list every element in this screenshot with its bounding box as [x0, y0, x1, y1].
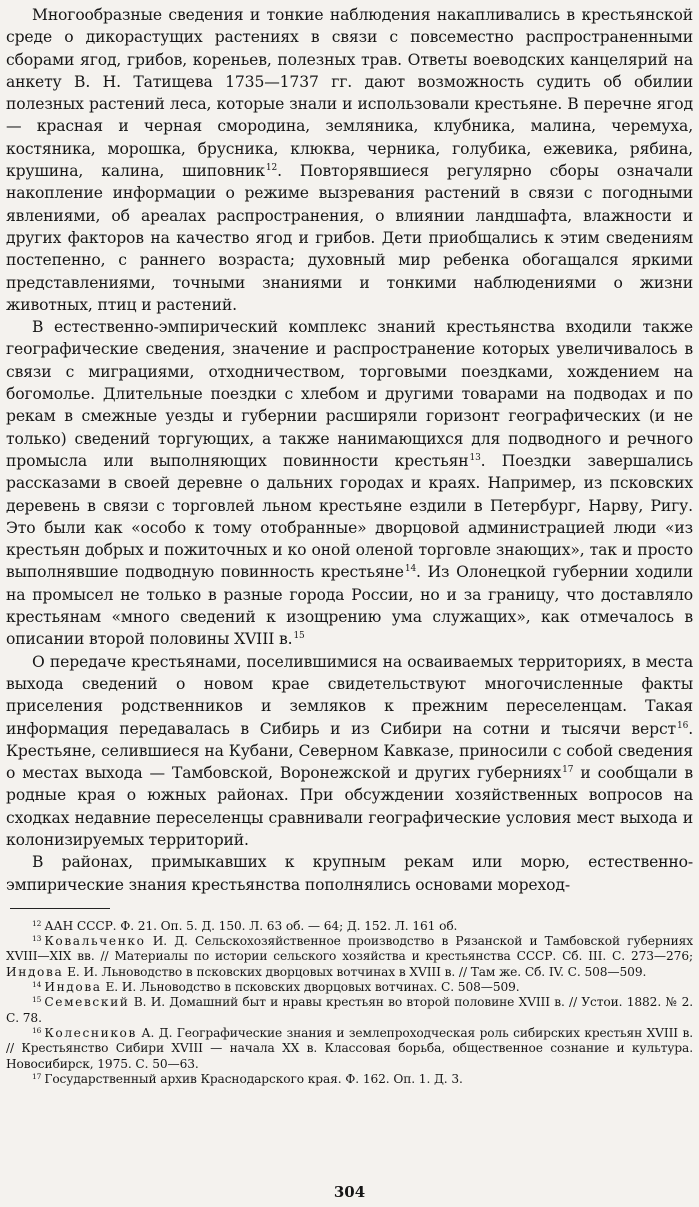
- footnote-number: 13: [32, 934, 42, 944]
- paragraph-text: О передаче крестьянами, поселившимися на осваиваемых территориях, в места выхода сведений о новом крае свидетельствуют многочисленные факты приселения родственников и земляков к прежним переселенцам. Такая информация передавалась в Сибирь и из Сибири на сотни и тысячи верст: [6, 652, 693, 738]
- footnote-reference[interactable]: 16: [677, 720, 689, 731]
- paragraph-text: В естественно-эмпирический комплекс знаний крестьянства входили также географические сведения, значение и распространение которых увеличивалось в связи с миграциями, отходничеством, торговыми поездками, хождением на богомолье. Длительные поездки с хлебом и другими товарами на подводах и по рекам в смежные уезды и губернии расширяли горизонт географических (и не только) сведений торгующих, а также нанимающихся для подводного и речного промысла или выполняющих повинности крестьян: [6, 318, 693, 470]
- footnote-text: И. Д. Сельскохозяйственное производство в Рязанской и Тамбовской губерниях XVIII—XIX вв. // Материалы по истории сельского хозяйства и крестьянства СССР. Сб. III. С. 273—276;: [6, 934, 693, 964]
- paragraph-text: . Повторявшиеся регулярно сборы означали накопление информации о режиме вызревания растений в связи с погодными явлениями, об ареалах распространения, о влиянии ландшафта, влажности и других факторов на качество ягод и грибов. Дети приобщались к этим сведениям постепенно, с раннего возраста; духовный мир ребенка обогащался яркими представлениями, точными знаниями и тонкими наблюдениями о жизни животных, птиц и растений.: [6, 162, 694, 314]
- footnote-separator: [10, 908, 110, 909]
- paragraph: [6, 4, 693, 316]
- footnote-text: Е. И. Льноводство в псковских дворцовых вотчинах. С. 508—509.: [101, 980, 520, 995]
- page-number: 304: [333, 1183, 366, 1201]
- paragraph-text: . Поездки завершались рассказами в своей деревне о дальних городах и краях. Например, из псковских деревень в связи с торговлей льном крестьяне ездили в Петербург, Нарву, Ригу. Это были как «особо к тому отобранные» дворцовой администрацией люди «из крестьян добрых и пожиточных и ко оной оленой торговле знающих», так и просто выполнявшие подводную повинность крестьяне: [6, 451, 693, 582]
- footnote-reference[interactable]: 17: [562, 765, 574, 776]
- footnote-number: 16: [32, 1025, 42, 1035]
- footnote-reference[interactable]: 14: [404, 564, 417, 575]
- footnote: [6, 980, 693, 995]
- footnote-number: 15: [32, 995, 42, 1005]
- footnote-text: ААН СССР. Ф. 21. Оп. 5. Д. 150. Л. 63 об. — 64; Д. 152. Л. 161 об.: [44, 918, 458, 933]
- paragraph-text: . Из Олонецкой губернии ходили на промысел не только в разные города России, но и за границу, что доставляло крестьянам «много сведений к изощрению ума служащих», как отмечалось в описании второй половины XVIII в.: [6, 563, 693, 649]
- footnote-text: Государственный архив Краснодарского края. Ф. 162. Оп. 1. Д. 3.: [44, 1071, 463, 1086]
- footnote-reference[interactable]: 13: [469, 452, 481, 463]
- footnote-reference[interactable]: 15: [293, 631, 305, 642]
- paragraph: [6, 851, 693, 896]
- footnote-number: 14: [32, 980, 42, 990]
- footnote-text: А. Д. Географические знания и землепроходческая роль сибирских крестьян XVIII в. // Крестьянство Сибири XVIII — начала XX в. Классовая борьба, общественное сознание и культура. Новосибирск, 1975. С. 50—63.: [6, 1025, 693, 1071]
- paragraph-text: и сообщали в родные края о южных районах. При обсуждении хозяйственных вопросов на сходках недавние переселенцы сравнивали географические условия мест выхода и колонизируемых территорий.: [6, 764, 693, 849]
- footnote-author: Ковальченко: [44, 934, 146, 949]
- paragraph-text: В районах, примыкавших к крупным рекам или морю, естественно-эмпирические знания крестьянства пополнялись основами мореход-: [6, 853, 693, 894]
- footnote-author: Индова: [44, 980, 102, 995]
- paragraph: [6, 651, 693, 852]
- footnotes: [6, 919, 693, 1087]
- footnote: [6, 1072, 693, 1087]
- footnote-text: В. И. Домашний быт и нравы крестьян во второй половине XVIII в. // Устои. 1882. № 2. С. 78.: [6, 995, 693, 1025]
- paragraph: [6, 316, 693, 650]
- footnote-author: Семевский: [44, 995, 130, 1010]
- footnote: [6, 934, 693, 980]
- footnote-reference[interactable]: 12: [265, 163, 278, 174]
- footnote-number: 17: [32, 1071, 42, 1081]
- main-text: [6, 4, 693, 896]
- paragraph-text: . Крестьяне, селившиеся на Кубани, Северном Кавказе, приносили с собой сведения о местах выхода — Тамбовской, Воронежской и других губерниях: [6, 719, 693, 783]
- footnote-text: Е. И. Льноводство в псковских дворцовых вотчинах в XVIII в. // Там же. Сб. IV. С. 508—509.: [63, 964, 647, 979]
- footnote-author: Колесников: [44, 1025, 137, 1040]
- footnote: [6, 1026, 693, 1072]
- footnote-author: Индова: [6, 964, 64, 979]
- paragraph-text: Многообразные сведения и тонкие наблюдения накапливались в крестьянской среде о дикорастущих растениях в связи с повсеместно распространенными сборами ягод, грибов, кореньев, полезных трав. Ответы воеводских канцелярий на анкету В. Н. Татищева 1735—1737 гг. дают возможность судить об обилии полезных растений леса, которые знали и использовали крестьяне. В перечне ягод — красная и черная смородина, земляника, клубника, малина, черемуха, костяника, морошка, брусника, клюква, черника, голубика, ежевика, рябина, крушина, калина, шиповник: [6, 6, 693, 181]
- footnote: [6, 919, 693, 934]
- footnote: [6, 995, 693, 1026]
- footnote-number: 12: [32, 918, 42, 928]
